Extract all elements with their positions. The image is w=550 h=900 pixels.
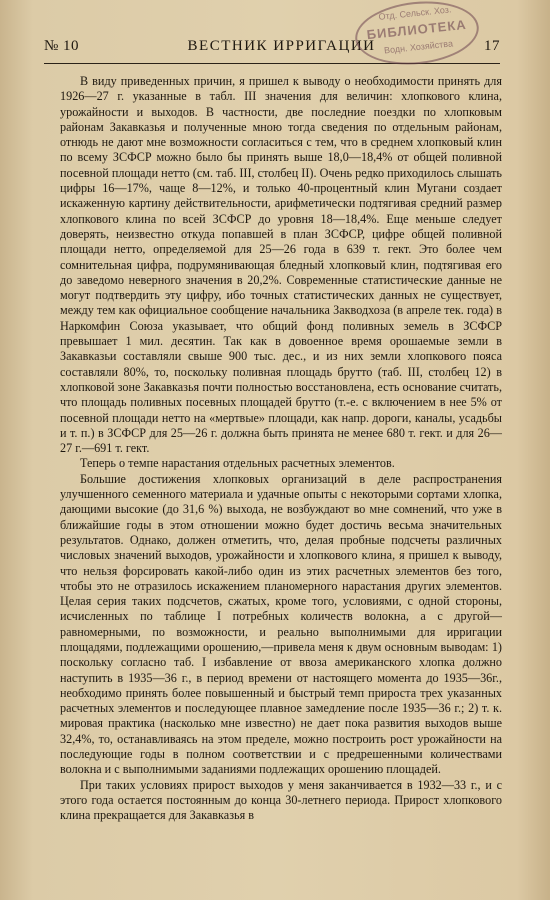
article-body (60, 74, 502, 824)
journal-title: ВЕСТНИК ИРРИГАЦИИ (187, 38, 376, 54)
paragraph: Большие достижения хлопковых организаций в деле распространения улучшенного семенного материала и удачные опыты с некоторыми сортами хлопка, дающими высокие (до 31,6 %) выхода, не возбуждают во мне сомнений, что уже в ближайшие годы в этом отношении можно будет достичь весьма значительных результатов. Однако, должен отметить, что, делая пробные подсчеты различных числовых значений выходов, урожайности и хлопкового клина, я пришел к выводу, что нельзя форсировать какой-либо один из этих расчетных элементов без того, чтобы это не отразилось искажением планомерного нарастания других элементов. Целая серия таких подсчетов, сжатых, кроме того, условиями, с одной стороны, исчисленных по таблице I потребных количеств волокна, а с другой—равномерными, по возможности, и реально выполнимыми для ирригации площадями, подлежащими орошению,—привела меня к двум основным выводам: 1) поскольку согласно таб. I избавление от ввоза американского хлопка должно наступить в 1935—36 г., в период времени от настоящего момента до 1935—36г., необходимо принять более повышенный и быстрый темп прироста трех указанных расчетных элементов и последующее плавное замедление после 1935—36 г.; 2) т. к. мировая практика (насколько мне известно) не дает пока развития выходов выше 32,4%, то, останавливаясь на этом пределе, можно построить рост урожайности на последующие годы в полном соответствии и с предрешенными количествами волокна и с выполнимыми заданиями подлежащих орошению площадей. (60, 471, 502, 777)
paragraph: Теперь о темпе нарастания отдельных расчетных элементов. (80, 456, 395, 471)
header-rule (44, 63, 500, 64)
stamp-line-2: БИБЛИОТЕКА (365, 16, 468, 43)
stamp-line-3: Водн. Хозяйства (383, 38, 454, 56)
page-number: 17 (483, 38, 500, 54)
paragraph: В виду приведенных причин, я пришел к выводу о необходимости принять для 1926—27 г. указанные в табл. III значения для величин: хлопкового клина, урожайности и выходов. В частности, две последние поездки по хлопковым районам Закавказья и полученные мною тогда сведения по отдельным районам, отнюдь не дают мне возможности согласиться с тем, что в среднем хлопковый клин по всему ЗСФСР можно было бы принять выше 18,0—18,4% от общей поливной посевной площади нетто (см. таб. III, столбец II). Очень редко приходилось слышать цифры 16—17%, чаще 8—12%, и только 40-процентный клин Мугани создает искаженную картину действительности, арифметически подтягивая средний размер хлопкового клина по всей ЗСФСР до уровня 18—18,4%. Еще меньше следует доверять, неизвестно откуда попавшей в план ЗСФСР, цифре общей поливной площади нетто, определяемой для 25—26 года в 639 т. гект. Это более чем сомнительная цифра, подрумянивающая бледный хлопковый клин, подтягивая его до заведомо неверного значения в 20,2%. Современные статистические данные не могут подтвердить эту цифру, ибо точных статистических данных не существует, между тем как официальное сообщение начальника Закводхоза (в апреле тек. года) в Наркомфин Союза указывает, что общий фонд поливных земель в ЗСФСР превышает 1 мил. десятин. Так как в довоенное время орошаемые земли в Закавказьи составляли свыше 900 тыс. дес., и из них земли хлопкового пояса составляли 80%, то, поскольку поливная площадь брутто (таб. III, столбец 12) в хлопковой зоне Закавказья почти полностью восстановлена, есть основание считать, что площадь поливных посевных площадей брутто (т.-е. с включением в нее 5% от посевной площади нетто на «мертвые» площади, как напр. дороги, каналы, усадьбы и т. п.) в ЗСФСР для 25—26 г. должна быть принята не менее 680 т. гект. и для 26—27 г.—691 т. гект. (60, 74, 502, 456)
paragraph: При таких условиях прирост выходов у меня заканчивается в 1932—33 г., и с этого года остается постоянным до конца 30-летнего периода. Прирост хлопкового клина прекращается для Закавказья в (60, 777, 502, 823)
issue-number: № 10 (44, 38, 80, 54)
stamp-line-1: Отд. Сельск. Хоз. (378, 4, 452, 22)
